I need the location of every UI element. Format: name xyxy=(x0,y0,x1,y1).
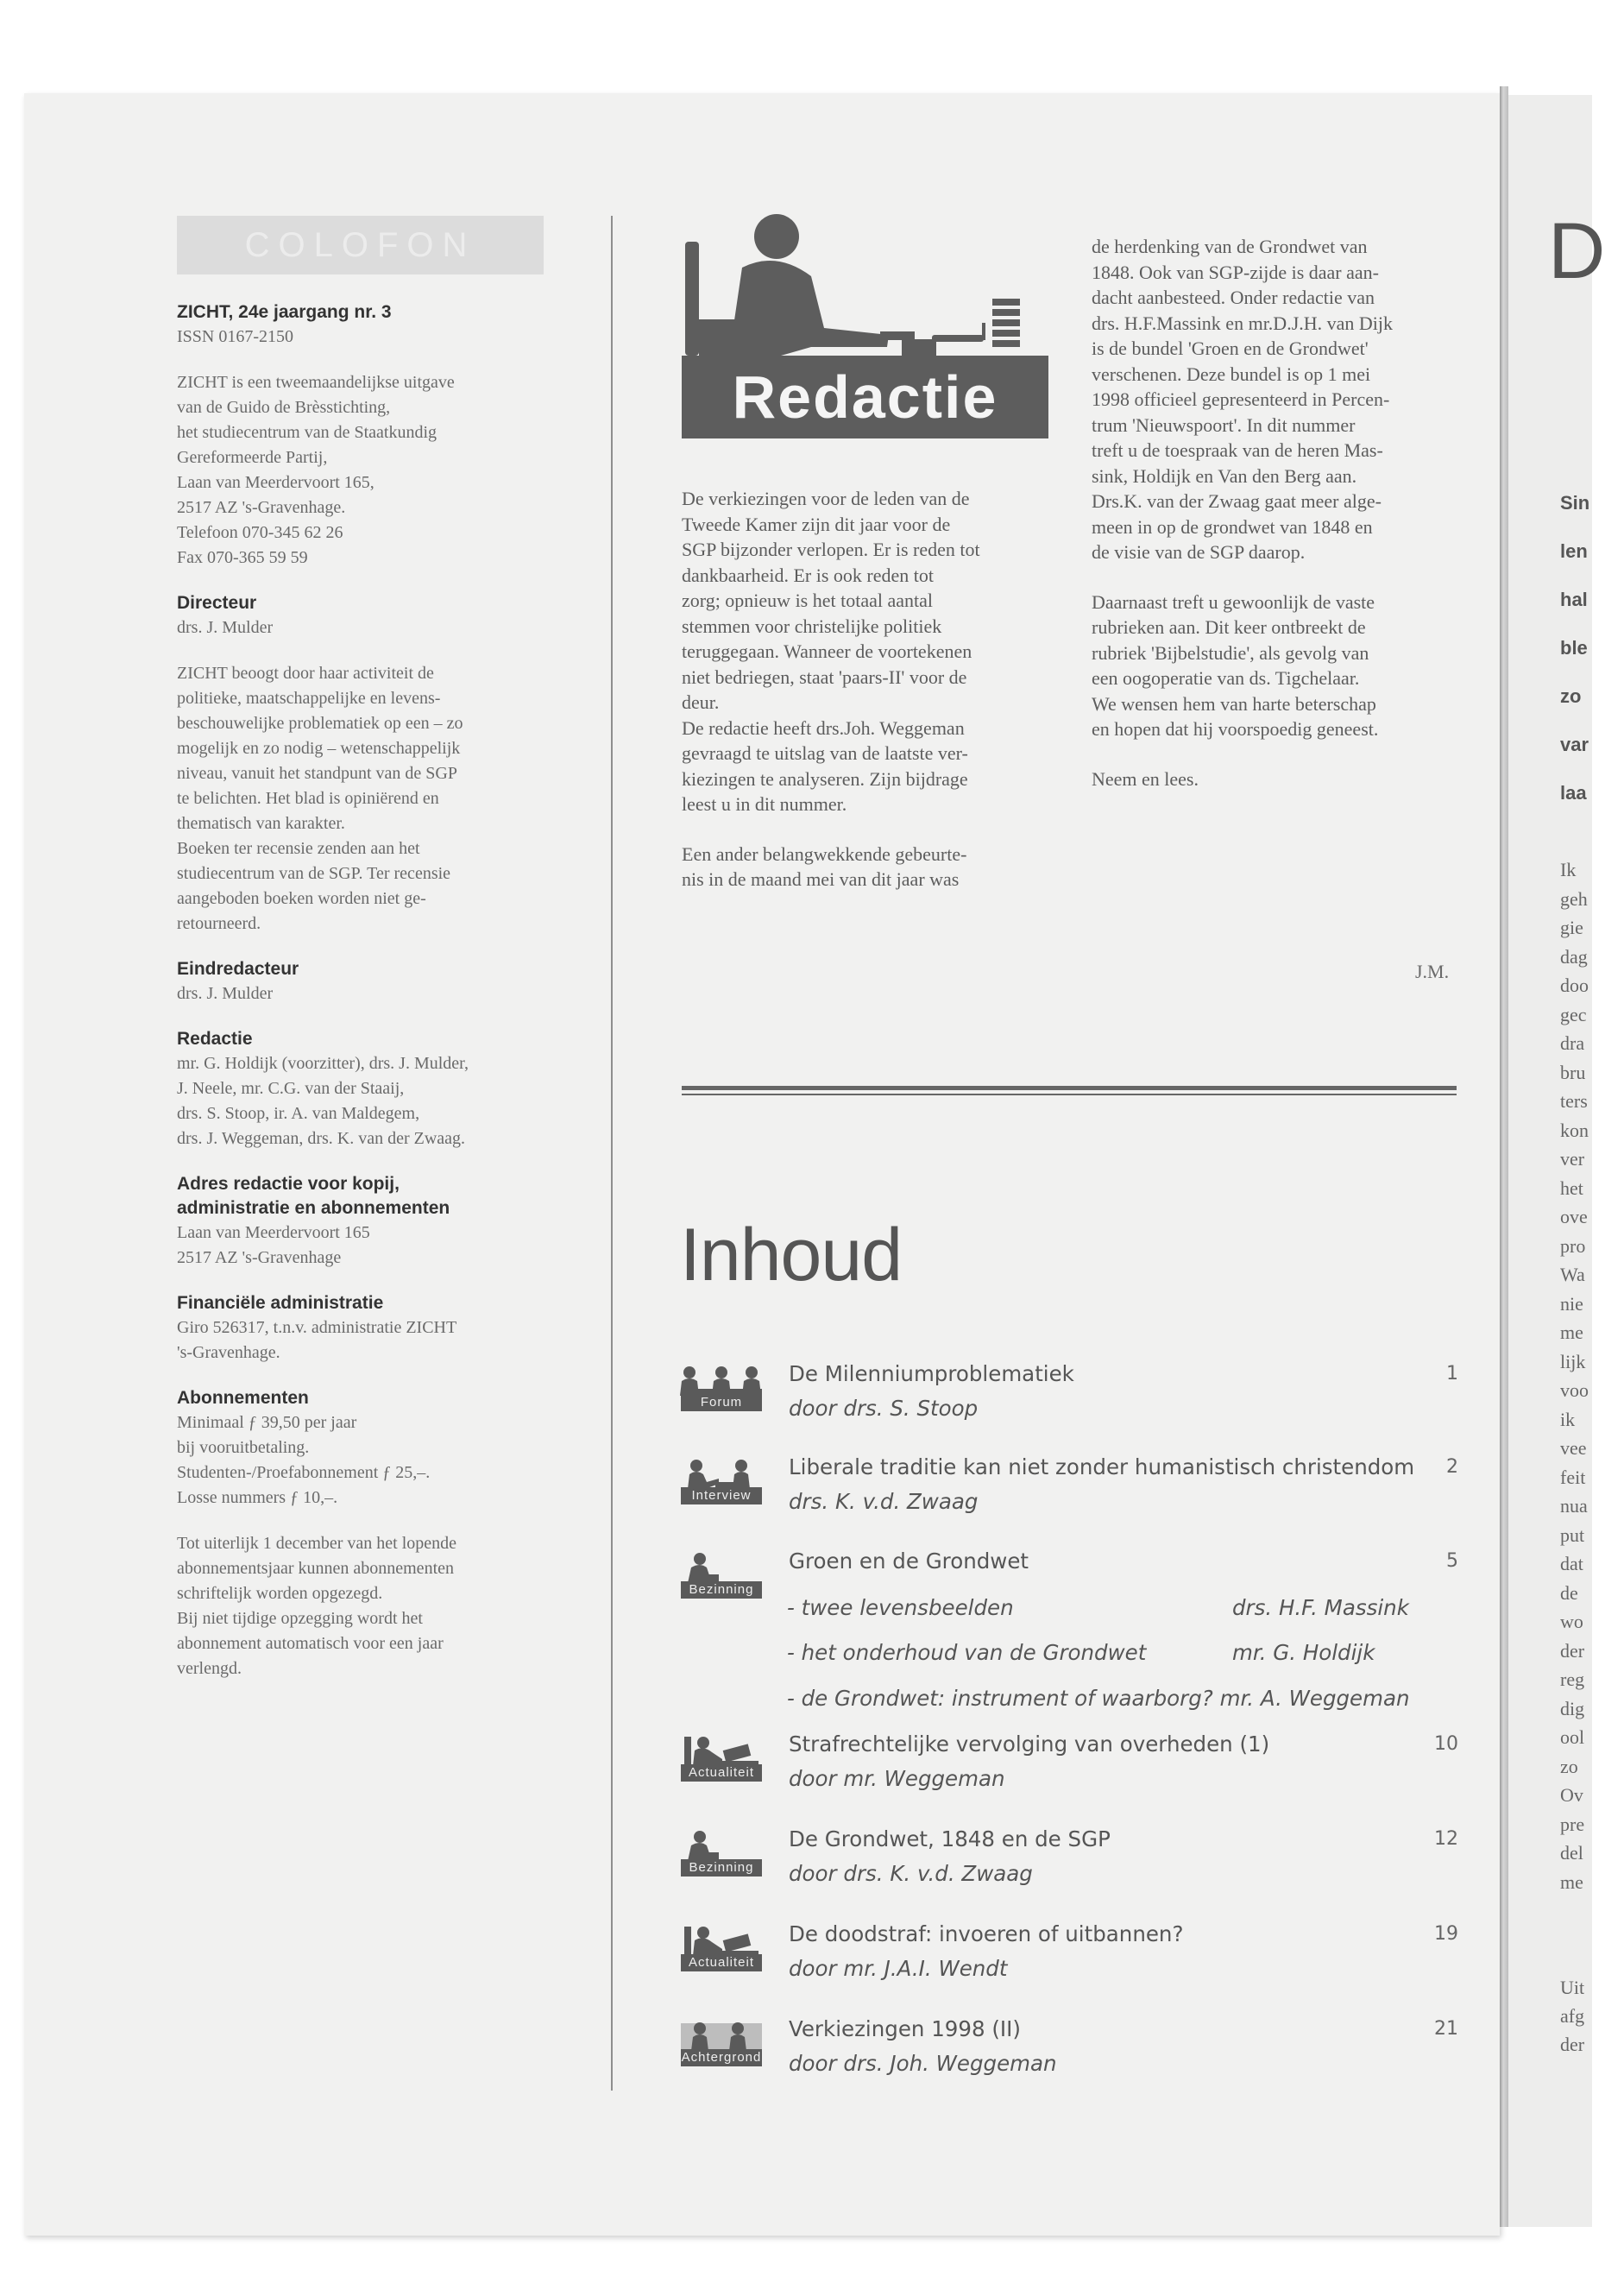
colofon-block xyxy=(177,957,548,1006)
facing-page-fragment: me xyxy=(1560,1321,1583,1343)
redactie-line: gevraagd te uitslag van de laatste ver- xyxy=(682,742,968,764)
toc-subitem[interactable]: - het onderhoud van de Grondwet xyxy=(787,1640,1147,1665)
colofon-line: 2517 AZ 's-Gravenhage. xyxy=(177,498,346,517)
bezinning-icon xyxy=(681,1830,762,1877)
colofon-line: mogelijk en zo nodig – wetenschappelijk xyxy=(177,739,461,758)
facing-page-fragment: het xyxy=(1560,1176,1583,1199)
facing-page-fragment: geh xyxy=(1560,887,1588,910)
facing-page-fragment: kon xyxy=(1560,1119,1589,1141)
toc-item-author: door mr. Weggeman xyxy=(789,1766,1005,1791)
category-label: Actualiteit xyxy=(681,1954,762,1971)
colofon-line: J. Neele, mr. C.G. van der Staaij, xyxy=(177,1079,405,1098)
colofon-block xyxy=(177,1386,548,1511)
colofon-banner: COLOFON xyxy=(177,216,544,274)
facing-page-fragment: dra xyxy=(1560,1032,1585,1054)
colofon-line: ZICHT beoogt door haar activiteit de xyxy=(177,664,434,683)
achtergrond-icon xyxy=(681,2020,762,2066)
interview-icon xyxy=(681,1458,762,1504)
facing-page-drop-letter: D xyxy=(1548,207,1605,295)
category-label: Bezinning xyxy=(681,1859,762,1877)
colofon-line: ZICHT is een tweemaandelijkse uitgave xyxy=(177,373,455,392)
redactie-line: de visie van de SGP daarop. xyxy=(1092,541,1306,563)
facing-page-fragment: voo xyxy=(1560,1379,1589,1401)
redactie-line: een oogoperatie van ds. Tigchelaar. xyxy=(1092,667,1360,689)
inhoud-title: Inhoud xyxy=(680,1214,903,1296)
toc-page-number: 12 xyxy=(1434,1828,1458,1850)
colofon-block xyxy=(177,661,548,937)
category-label: Actualiteit xyxy=(681,1764,762,1782)
facing-page-fragment: Wa xyxy=(1560,1264,1585,1285)
category-label: Forum xyxy=(681,1394,762,1411)
colofon-line: Telefoon 070-345 62 26 xyxy=(177,523,343,542)
category-label: Achtergrond xyxy=(681,2050,762,2065)
facing-page-fragment: Sin xyxy=(1560,492,1590,514)
toc-item-author: door mr. J.A.I. Wendt xyxy=(789,1956,1008,1981)
colofon-line: Boeken ter recensie zenden aan het xyxy=(177,839,420,858)
redactie-line: teruggegaan. Wanneer de voortekenen xyxy=(682,640,972,662)
colofon-line: drs. J. Mulder xyxy=(177,618,274,637)
colofon-line: niveau, vanuit het standpunt van de SGP xyxy=(177,764,457,783)
facing-page-fragment: var xyxy=(1560,734,1589,755)
colofon-line: aangeboden boeken worden niet ge- xyxy=(177,889,426,908)
facing-page-fragment: bru xyxy=(1560,1061,1586,1083)
facing-page-fragment: ool xyxy=(1560,1726,1585,1748)
paragraph-gap xyxy=(682,817,1054,842)
redactie-line: Neem en lees. xyxy=(1092,767,1199,790)
redactie-line: 1998 officieel gepresenteerd in Percen- xyxy=(1092,388,1390,410)
facing-page-fragment: zo xyxy=(1560,1755,1578,1777)
facing-page-fragment: vee xyxy=(1560,1437,1587,1459)
toc-subitem-author: drs. H.F. Massink xyxy=(1232,1595,1409,1620)
forum-icon xyxy=(681,1365,762,1411)
redactie-line: kiezingen te analyseren. Zijn bijdrage xyxy=(682,767,968,790)
redactie-line: 1848. Ook van SGP-zijde is daar aan- xyxy=(1092,261,1379,283)
facing-page-fragment: dig xyxy=(1560,1697,1585,1719)
colofon-heading: ZICHT, 24e jaargang nr. 3 xyxy=(177,302,392,322)
redactie-line: niet bedriegen, staat 'paars-II' voor de xyxy=(682,665,967,688)
colofon-line: drs. J. Weggeman, drs. K. van der Zwaag. xyxy=(177,1129,466,1148)
colofon-heading: Financiële administratie xyxy=(177,1293,384,1313)
actualiteit-icon xyxy=(681,1735,762,1782)
facing-page-fragment: gie xyxy=(1560,917,1583,938)
colofon-line: het studiecentrum van de Staatkundig xyxy=(177,423,437,442)
category-label: Bezinning xyxy=(681,1581,762,1599)
column-divider xyxy=(611,216,613,2091)
facing-page-fragment: Ov xyxy=(1560,1784,1583,1806)
colofon-line: Tot uiterlijk 1 december van het lopende xyxy=(177,1534,457,1553)
facing-page-fragment: gec xyxy=(1560,1003,1587,1025)
section-divider-bottom xyxy=(682,1094,1457,1095)
facing-page-fragment: ik xyxy=(1560,1408,1576,1430)
book-spine xyxy=(1500,86,1508,2227)
redactie-line: trum 'Nieuwspoort'. In dit nummer xyxy=(1092,413,1356,436)
toc-item-author: door drs. S. Stoop xyxy=(789,1396,979,1421)
redactie-line: rubriek 'Bijbelstudie', als gevolg van xyxy=(1092,641,1369,664)
facing-page-fragment: zo xyxy=(1560,685,1582,707)
toc-subitem[interactable]: - twee levensbeelden xyxy=(787,1595,1014,1620)
colofon-column xyxy=(177,216,548,1681)
toc-page-number: 10 xyxy=(1434,1733,1458,1755)
facing-page-fragment: me xyxy=(1560,1870,1583,1893)
colofon-line: bij vooruitbetaling. xyxy=(177,1438,310,1457)
category-label: Interview xyxy=(681,1487,762,1504)
redactie-line: rubrieken aan. Dit keer ontbreekt de xyxy=(1092,616,1366,638)
colofon-heading: Adres redactie voor kopij, administratie en abonnementen xyxy=(177,1174,450,1218)
colofon-line: abonnement automatisch voor een jaar xyxy=(177,1634,444,1653)
facing-page-fragment: ver xyxy=(1560,1148,1585,1170)
redactie-line: zorg; opnieuw is het totaal aantal xyxy=(682,590,934,611)
redactie-line: De verkiezingen voor de leden van de xyxy=(682,488,970,509)
redactie-line: stemmen voor christelijke politiek xyxy=(682,615,942,637)
toc-page-number: 21 xyxy=(1434,2018,1458,2040)
colofon-line: politieke, maatschappelijke en levens- xyxy=(177,689,441,708)
facing-page-fragment: lijk xyxy=(1560,1350,1586,1372)
redactie-line: leest u in dit nummer. xyxy=(682,793,847,815)
colofon-line: studiecentrum van de SGP. Ter recensie xyxy=(177,864,451,883)
redactie-line: Drs.K. van der Zwaag gaat meer alge- xyxy=(1092,490,1382,512)
colofon-heading: Eindredacteur xyxy=(177,959,299,979)
redactie-line: de herdenking van de Grondwet van xyxy=(1092,236,1368,257)
facing-page-fragment: Uit xyxy=(1560,1977,1585,1998)
facing-page-fragment: afg xyxy=(1560,2005,1585,2027)
section-divider-top xyxy=(682,1086,1457,1090)
facing-page-fragment: der xyxy=(1560,2034,1585,2055)
redactie-column-2 xyxy=(1092,234,1463,792)
toc-item-title[interactable]: De Grondwet, 1848 en de SGP xyxy=(789,1826,1111,1851)
redactie-line: deur. xyxy=(682,691,720,713)
colofon-heading: Redactie xyxy=(177,1029,253,1049)
colofon-line: drs. S. Stoop, ir. A. van Maldegem, xyxy=(177,1104,420,1123)
redactie-line: dacht aanbesteed. Onder redactie van xyxy=(1092,287,1375,308)
toc-item-author: door drs. Joh. Weggeman xyxy=(789,2051,1057,2076)
redactie-line: We wensen hem van harte beterschap xyxy=(1092,692,1376,715)
toc-page-number: 1 xyxy=(1446,1363,1458,1385)
redactie-logo-label: Redactie xyxy=(682,356,1048,438)
colofon-line: mr. G. Holdijk (voorzitter), drs. J. Mulder, xyxy=(177,1054,469,1073)
colofon-line: Fax 070-365 59 59 xyxy=(177,548,308,567)
facing-page-fragment: de xyxy=(1560,1581,1578,1604)
toc-item-title[interactable]: De doodstraf: invoeren of uitbannen? xyxy=(789,1921,1184,1946)
redactie-line: verschenen. Deze bundel is op 1 mei xyxy=(1092,363,1371,385)
toc-item-title[interactable]: Liberale traditie kan niet zonder humanistisch christendom xyxy=(789,1454,1415,1479)
toc-item-title[interactable]: Verkiezingen 1998 (II) xyxy=(789,2016,1021,2041)
actualiteit-icon xyxy=(681,1925,762,1971)
colofon-block xyxy=(177,300,548,350)
colofon-line: Losse nummers ƒ 10,–. xyxy=(177,1488,338,1507)
facing-page-fragment: pre xyxy=(1560,1813,1585,1835)
facing-page-fragment: put xyxy=(1560,1523,1585,1546)
toc-subitem-author: mr. G. Holdijk xyxy=(1232,1640,1375,1665)
redactie-line: is de bundel 'Groen en de Grondwet' xyxy=(1092,337,1369,359)
colofon-line: Laan van Meerdervoort 165, xyxy=(177,473,374,492)
toc-item-author: door drs. K. v.d. Zwaag xyxy=(789,1861,1033,1886)
colofon-line: beschouwelijke problematiek op een – zo xyxy=(177,714,463,733)
facing-page-fragment: der xyxy=(1560,1639,1585,1662)
facing-page xyxy=(1508,95,1605,2227)
toc-page-number: 5 xyxy=(1446,1550,1458,1572)
colofon-line: drs. J. Mulder xyxy=(177,984,274,1003)
toc-page-number: 19 xyxy=(1434,1923,1458,1945)
redactie-line: treft u de toespraak van de heren Mas- xyxy=(1092,439,1383,461)
redactie-line: drs. H.F.Massink en mr.D.J.H. van Dijk xyxy=(1092,312,1394,334)
redactie-line: en hopen dat hij voorspoedig geneest. xyxy=(1092,718,1379,740)
redactie-line: De redactie heeft drs.Joh. Weggeman xyxy=(682,716,965,739)
colofon-block xyxy=(177,1027,548,1151)
toc-item-title[interactable]: Groen en de Grondwet xyxy=(789,1549,1029,1574)
facing-page-fragment: nua xyxy=(1560,1495,1588,1517)
colofon-heading: Abonnementen xyxy=(177,1388,309,1408)
facing-page-fragment: del xyxy=(1560,1842,1583,1864)
colofon-line: verlengd. xyxy=(177,1659,242,1678)
colofon-line: abonnementsjaar kunnen abonnementen xyxy=(177,1559,454,1578)
redactie-logo xyxy=(682,216,1048,442)
facing-page-fragment: ble xyxy=(1560,637,1588,659)
redactie-line: Een ander belangwekkende gebeurte- xyxy=(682,842,967,865)
colofon-line: Laan van Meerdervoort 165 xyxy=(177,1223,370,1242)
facing-page-fragment: laa xyxy=(1560,782,1587,804)
facing-page-fragment: hal xyxy=(1560,589,1588,610)
colofon-line: retourneerd. xyxy=(177,914,261,933)
redactie-line: Tweede Kamer zijn dit jaar voor de xyxy=(682,513,951,535)
colofon-line: Studenten-/Proefabonnement ƒ 25,–. xyxy=(177,1463,431,1482)
toc-subitem[interactable]: - de Grondwet: instrument of waarborg? mr. A. Weggeman xyxy=(787,1686,1410,1711)
colofon-block xyxy=(177,1291,548,1366)
redactie-line: nis in de maand mei van dit jaar was xyxy=(682,868,960,890)
facing-page-fragment: ove xyxy=(1560,1206,1588,1227)
colofon-block xyxy=(177,370,548,571)
colofon-line: 's-Gravenhage. xyxy=(177,1343,280,1362)
redactie-line: meen in op de grondwet van 1848 en xyxy=(1092,515,1373,538)
colofon-block xyxy=(177,591,548,640)
facing-page-fragment: feit xyxy=(1560,1466,1586,1488)
facing-page-fragment: len xyxy=(1560,540,1588,562)
colofon-line: 2517 AZ 's-Gravenhage xyxy=(177,1248,342,1267)
redactie-line: dankbaarheid. Er is ook reden tot xyxy=(682,564,935,586)
facing-page-fragment: wo xyxy=(1560,1611,1583,1632)
colofon-block xyxy=(177,1531,548,1681)
toc-item-author: drs. K. v.d. Zwaag xyxy=(789,1489,979,1514)
redactie-line: SGP bijzonder verlopen. Er is reden tot xyxy=(682,539,980,560)
colofon-block xyxy=(177,1172,548,1271)
facing-page-fragment: dag xyxy=(1560,945,1588,968)
colofon-line: ISSN 0167-2150 xyxy=(177,327,294,346)
colofon-line: thematisch van karakter. xyxy=(177,814,345,833)
facing-page-fragment: dat xyxy=(1560,1553,1583,1574)
redactie-signature: J.M. xyxy=(1415,961,1450,982)
toc-item-title[interactable]: Strafrechtelijke vervolging van overheden (1) xyxy=(789,1731,1270,1757)
toc-item-title[interactable]: De Milenniumproblematiek xyxy=(789,1361,1074,1386)
redactie-column-1 xyxy=(682,486,1054,893)
colofon-line: te belichten. Het blad is opiniërend en xyxy=(177,789,439,808)
paragraph-gap xyxy=(1092,742,1463,766)
paragraph-gap xyxy=(1092,565,1463,590)
facing-page-fragment: pro xyxy=(1560,1234,1586,1257)
colofon-line: Gereformeerde Partij, xyxy=(177,448,328,467)
colofon-line: Minimaal ƒ 39,50 per jaar xyxy=(177,1413,357,1432)
redactie-line: sink, Holdijk en Van den Berg aan. xyxy=(1092,464,1357,487)
facing-page-fragment: Ik xyxy=(1560,859,1577,880)
facing-page-fragment: ters xyxy=(1560,1090,1588,1112)
bezinning-icon xyxy=(681,1552,762,1599)
redactie-line: Daarnaast treft u gewoonlijk de vaste xyxy=(1092,590,1375,613)
facing-page-fragment: doo xyxy=(1560,975,1589,996)
colofon-line: Bij niet tijdige opzegging wordt het xyxy=(177,1609,423,1628)
facing-page-fragment: nie xyxy=(1560,1292,1583,1315)
colofon-line: Giro 526317, t.n.v. administratie ZICHT xyxy=(177,1318,457,1337)
toc-page-number: 2 xyxy=(1446,1456,1458,1478)
colofon-heading: Directeur xyxy=(177,593,257,613)
colofon-line: schriftelijk worden opgezegd. xyxy=(177,1584,383,1603)
editor-desk-icon xyxy=(682,216,1048,363)
colofon-line: van de Guido de Brèsstichting, xyxy=(177,398,391,417)
facing-page-fragment: reg xyxy=(1560,1668,1585,1690)
